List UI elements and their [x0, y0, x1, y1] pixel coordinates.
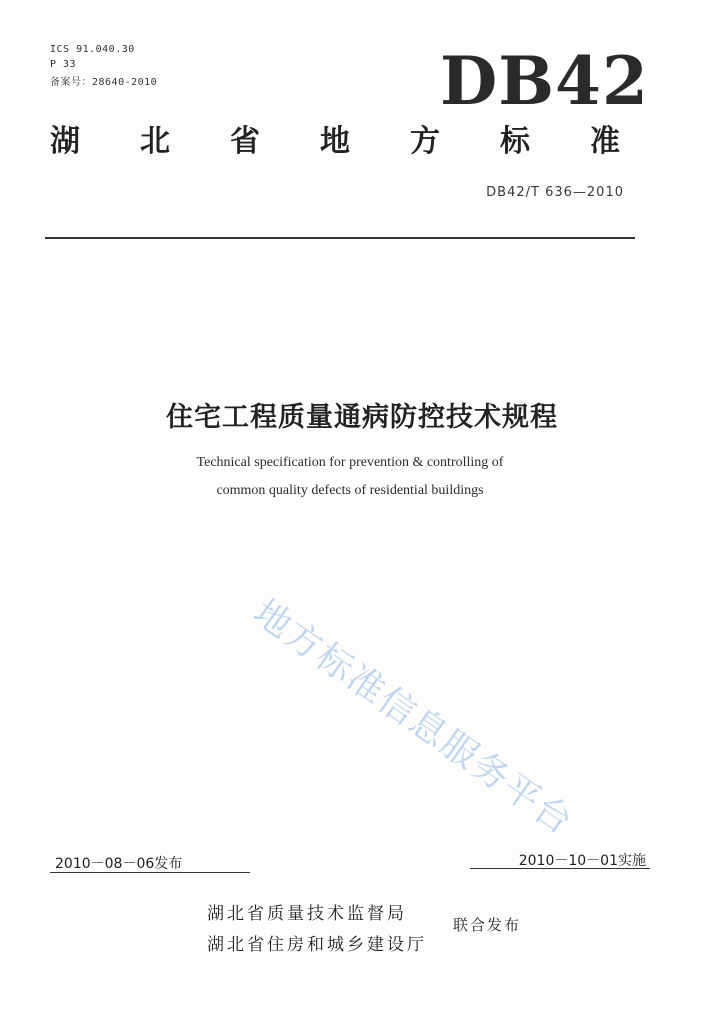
- implementation-date: 2010－10－01实施: [518, 853, 646, 869]
- standard-type-char: 北: [140, 124, 170, 159]
- joint-issue-label: 联合发布: [453, 916, 522, 934]
- issue-date-underline: [50, 872, 250, 873]
- implementation-date-underline: [470, 868, 650, 869]
- standard-type-char: 湖: [50, 124, 80, 159]
- issuer-quality-bureau: 湖北省质量技术监督局: [207, 904, 407, 924]
- record-number: 备案号：28640-2010: [50, 77, 158, 88]
- issuer-housing-department: 湖北省住房和城乡建设厅: [207, 935, 427, 955]
- standard-number: DB42/T 636—2010: [486, 185, 624, 200]
- classification-code: P 33: [50, 59, 77, 70]
- standard-type-char: 方: [410, 124, 440, 159]
- standard-type-char: 地: [320, 124, 350, 159]
- db42-logo: DB42: [440, 42, 649, 120]
- standard-type-char: 准: [590, 124, 620, 159]
- watermark: 地方标准信息服务平台: [245, 592, 581, 844]
- standard-type-heading: [50, 125, 620, 158]
- document-title-en-line1: Technical specification for prevention & controlling of: [196, 455, 504, 470]
- issue-date: 2010－08－06发布: [55, 856, 183, 872]
- ics-code: ICS 91.040.30: [50, 44, 135, 55]
- standard-type-char: 省: [230, 124, 260, 159]
- standard-type-char: 标: [500, 124, 530, 159]
- document-title-en-line2: common quality defects of residential buildings: [216, 483, 484, 498]
- document-title-zh: 住宅工程质量通病防控技术规程: [166, 402, 558, 433]
- header-divider: [45, 237, 635, 239]
